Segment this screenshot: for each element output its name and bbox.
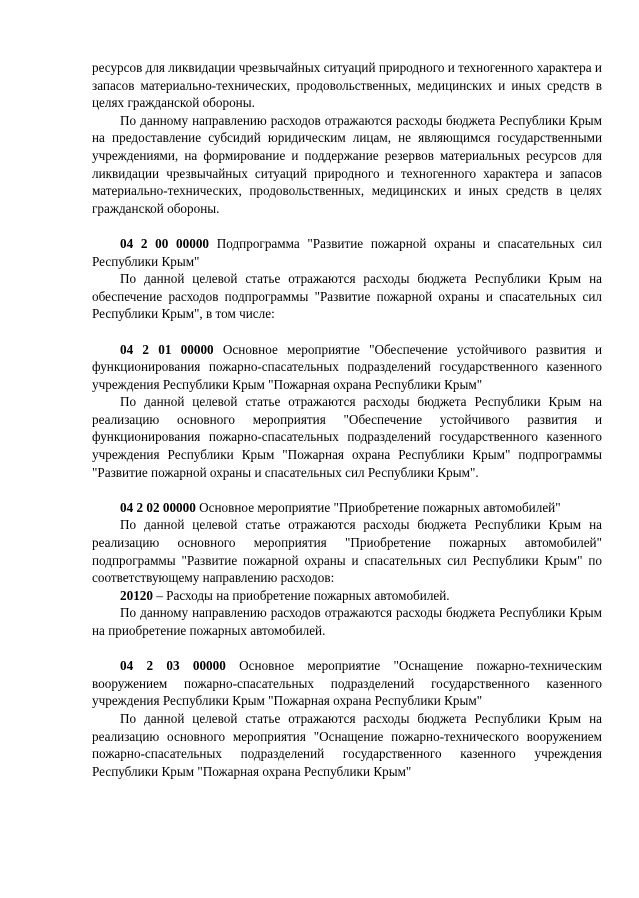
section-title: Основное мероприятие "Оснащение пожарно-техническим вооружением пожарно-спасательных подразделений государственного казенного учреждения Республики Крым "Пожарная охрана Республики Крым" [92,658,603,709]
section-title: Подпрограмма "Развитие пожарной охраны и спасательных сил Республики Крым" [92,235,603,269]
section-heading-measure-03 [92,657,602,710]
section-heading-measure-01 [92,341,602,394]
paragraph-expense-direction: По данному направлению расходов отражаются расходы бюджета Республики Крым на предоставление субсидий юридическим лицам, не являющимся государственными учреждениями, на формирование и поддержание резервов материальных ресурсов для ликвидации чрезвычайных ситуаций природного и техногенного характера и запасов материально-технических, продовольственных, медицинских и иных средств в целях гражданской обороны. [92,112,602,216]
target-code: 04 2 00 00000 [120,235,210,251]
paragraph-measure-01-description: По данной целевой статье отражаются расходы бюджета Республики Крым на реализацию основного мероприятия "Обеспечение устойчивого развития и функционирования пожарно-спасательных подразделений государственного казенного учреждения Республики Крым "Пожарная охрана Республики Крым" подпрограммы "Развитие пожарной охраны и спасательных сил Республики Крым". [92,394,602,480]
section-heading-measure-02 [92,499,602,517]
paragraph-measure-02-description: По данной целевой статье отражаются расходы бюджета Республики Крым на реализацию основного мероприятия "Приобретение пожарных автомобилей" подпрограммы "Развитие пожарной охраны и спасательных сил Республики Крым" по соответствующему направлению расходов: [92,517,602,586]
direction-title: – Расходы на приобретение пожарных автомобилей. [152,587,450,603]
direction-code: 20120 [120,587,153,603]
section-heading-subprogram [92,235,602,270]
target-code: 04 2 02 00000 [120,499,196,515]
section-title: Основное мероприятие "Приобретение пожарных автомобилей" [195,499,561,515]
paragraph-subprogram-description: По данной целевой статье отражаются расходы бюджета Республики Крым на обеспечение расходов подпрограммы "Развитие пожарной охраны и спасательных сил Республики Крым", в том числе: [92,271,602,322]
target-code: 04 2 01 00000 [120,341,214,357]
paragraph-continuation: ресурсов для ликвидации чрезвычайных ситуаций природного и техногенного характера и запасов материально-технических, продовольственных, медицинских и иных средств в целях гражданской обороны. [92,60,602,111]
paragraph-direction-description: По данному направлению расходов отражаются расходы бюджета Республики Крым на приобретение пожарных автомобилей. [92,605,602,638]
expense-direction-item [92,587,602,605]
paragraph-measure-03-description: По данной целевой статье отражаются расходы бюджета Республики Крым на реализацию основного мероприятия "Оснащение пожарно-технического вооружением пожарно-спасательных подразделений государственного казенного учреждения Республики Крым "Пожарная охрана Республики Крым" [92,710,602,779]
section-title: Основное мероприятие "Обеспечение устойчивого развития и функционирования пожарно-спасательных подразделений государственного казенного учреждения Республики Крым "Пожарная охрана Республики Крым" [92,341,603,392]
target-code: 04 2 03 00000 [120,658,226,674]
